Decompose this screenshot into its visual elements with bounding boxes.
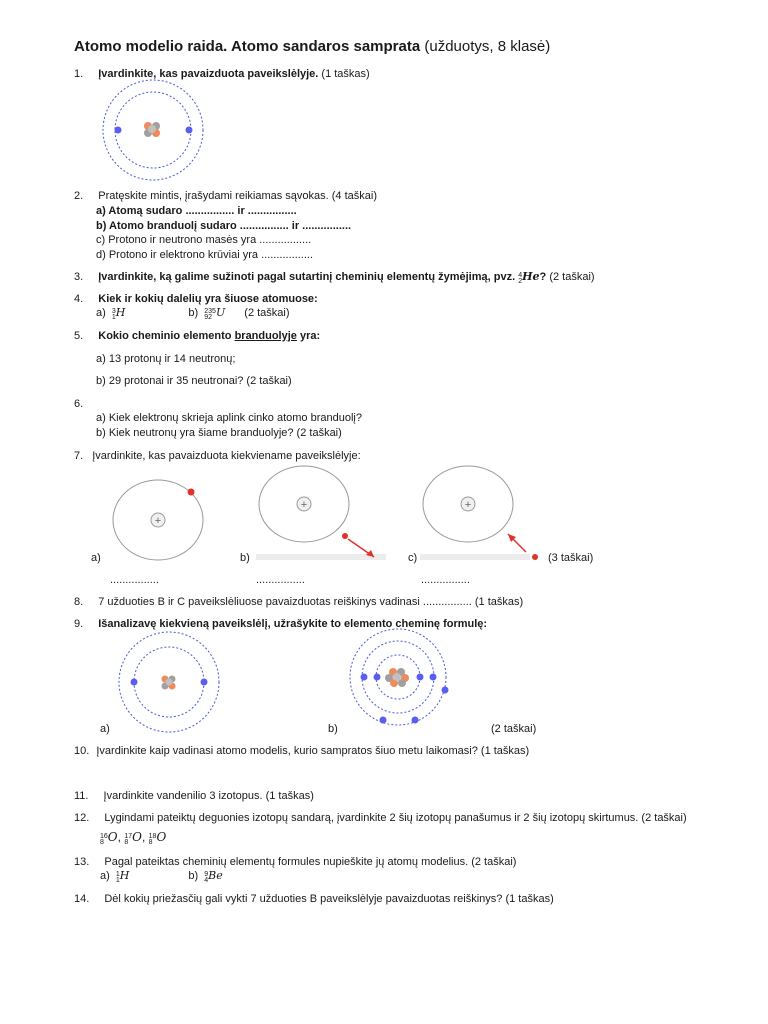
- atom-diagram-q1: [98, 80, 208, 185]
- svg-text:+: +: [464, 499, 472, 511]
- page-title: Atomo modelio raida. Atomo sandaros samprata (užduotys, 8 klasė): [74, 38, 551, 55]
- q7-blank-c: ................: [421, 574, 470, 586]
- atom-diagram-q7-a: [108, 478, 208, 568]
- q2-d: d) Protono ir elektrono krūviai yra .................: [96, 249, 314, 261]
- q2-b: b) Atomo branduolį sudaro ................ ir ................: [96, 220, 352, 232]
- q13-options: a) 1 1H b) 9 4Be: [100, 869, 223, 884]
- q7-blank-a: ................: [110, 574, 159, 586]
- atom-diagram-q7-c: [418, 462, 548, 567]
- question-7: 7. Įvardinkite, kas pavaizduota kiekviename paveikslėlyje:: [74, 450, 361, 462]
- question-8: 8. 7 užduoties B ir C paveikslėliuose pavaizduotas reiškinys vadinasi ................ (1 taškas): [74, 596, 524, 608]
- q4-options: a) 3 1H b) 235 92 U (2 taškai): [96, 306, 290, 321]
- question-12: 12. Lygindami pateiktų deguonies izotopų sandarą, įvardinkite 2 šių izotopų panašumus ir 2 šių izotopų skirtumus. (2 taškai): [74, 812, 687, 824]
- q2-a: a) Atomą sudaro ................ ir ................: [96, 205, 297, 217]
- q7-blank-b: ................: [256, 574, 305, 586]
- question-13: 13. Pagal pateiktas cheminių elementų formules nupieškite jų atomų modelius. (2 taškai): [74, 856, 517, 868]
- question-9: 9. Išanalizavę kiekvieną paveikslėlį, užrašykite to elemento cheminę formulę:: [74, 618, 488, 630]
- q6-a: a) Kiek elektronų skrieja aplink cinko atomo branduolį?: [96, 412, 362, 424]
- question-6: 6.: [74, 398, 84, 410]
- question-2: 2. Pratęskite mintis, įrašydami reikiamas sąvokas. (4 taškai): [74, 190, 377, 202]
- question-10: 10. Įvardinkite kaip vadinasi atomo modelis, kurio sampratos šiuo metu laikomasi? (1 taškas): [74, 745, 530, 757]
- svg-text:+: +: [154, 515, 162, 527]
- atom-diagram-q7-b: [254, 462, 394, 567]
- question-3: 3. Įvardinkite, ką galime sužinoti pagal sutartinį cheminių elementų žymėjimą, pvz. 4 2He? (2 taškai): [74, 270, 595, 285]
- question-1: 1. Įvardinkite, kas pavaizduota paveikslėlyje. (1 taškas): [74, 68, 370, 80]
- q6-b: b) Kiek neutronų yra šiame branduolyje? (2 taškai): [96, 427, 342, 439]
- q7-label-a: a): [91, 552, 101, 564]
- question-5: 5. Kokio cheminio elemento branduolyje yra:: [74, 330, 321, 342]
- q12-isotopes: 16 8 O, 17 8 O, 18 8 O: [100, 830, 167, 846]
- question-4: 4. Kiek ir kokių dalelių yra šiuose atomuose:: [74, 293, 318, 305]
- q9-label-a: a): [100, 723, 110, 735]
- q9-points: (2 taškai): [491, 723, 537, 735]
- question-11: 11. Įvardinkite vandenilio 3 izotopus. (1 taškas): [74, 790, 314, 802]
- q7-points: (3 taškai): [548, 552, 594, 564]
- q3-nuclide: 4 2: [518, 272, 523, 285]
- q5-a: a) 13 protonų ir 14 neutronų;: [96, 353, 236, 365]
- question-14: 14. Dėl kokių priežasčių gali vykti 7 užduoties B paveikslėlyje pavaizduotas reiškinys? (1 taškas): [74, 893, 554, 905]
- atom-diagram-q9-b: [343, 630, 458, 730]
- q2-c: c) Protono ir neutrono masės yra .................: [96, 234, 312, 246]
- q5-b: b) 29 protonai ir 35 neutronai? (2 taškai): [96, 375, 292, 387]
- q9-label-b: b): [328, 723, 338, 735]
- q7-label-b: b): [240, 552, 250, 564]
- svg-text:+: +: [300, 499, 308, 511]
- q7-label-c: c): [408, 552, 418, 564]
- atom-diagram-q9-a: [112, 630, 227, 735]
